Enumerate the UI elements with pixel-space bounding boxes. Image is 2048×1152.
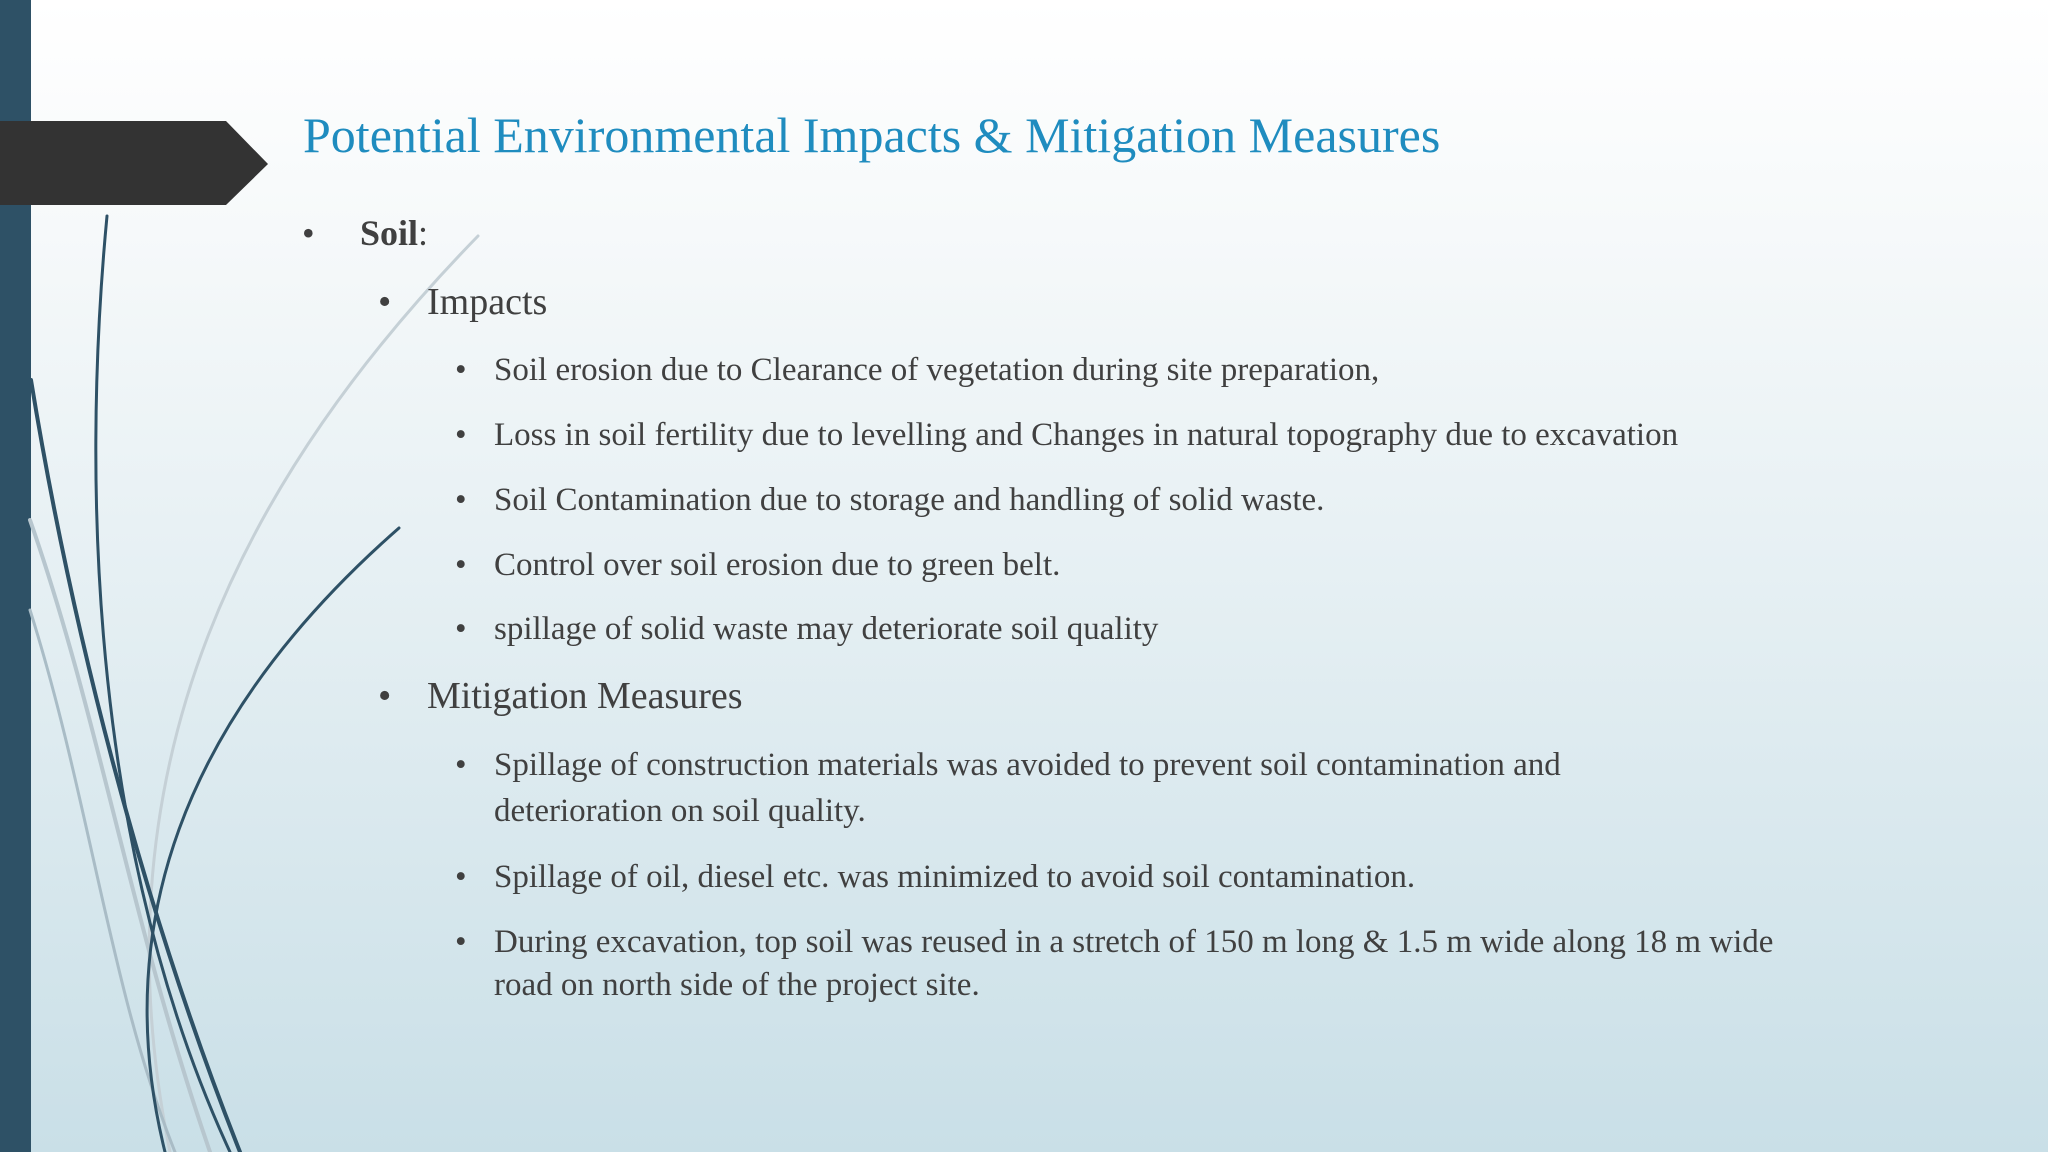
list-item-soil [360,211,428,255]
mitigation-item-1-line-1: Spillage of construction materials was avoided to prevent soil contamination and [494,747,1561,783]
mitigation-item-3-line-2: road on north side of the project site. [494,967,980,1003]
bullet-mitigation: • [378,675,392,717]
mitigation-item-1-line-2: deterioration on soil quality. [494,793,866,829]
mitigation-item-3-line-1: During excavation, top soil was reused in a stretch of 150 m long & 1.5 m wide along 18 m wide [494,924,1774,960]
impacts-heading: Impacts [427,281,548,323]
impact-item-4: Control over soil erosion due to green belt. [494,547,1061,583]
bullet-mitigation-2: • [455,859,467,895]
bullet-impact-5: • [455,611,467,647]
mitigation-heading: Mitigation Measures [427,675,743,717]
bullet-mitigation-1: • [455,747,467,783]
bullet-soil: • [302,213,315,253]
soil-label: Soil [360,213,419,253]
impact-item-3: Soil Contamination due to storage and handling of solid waste. [494,482,1325,518]
slide-title: Potential Environmental Impacts & Mitigation Measures [303,107,1441,163]
bullet-impact-4: • [455,547,467,583]
bullet-impact-1: • [455,352,467,388]
impact-item-2: Loss in soil fertility due to levelling and Changes in natural topography due to excavation [494,417,1679,453]
impact-item-1: Soil erosion due to Clearance of vegetation during site preparation, [494,352,1380,388]
bullet-mitigation-3: • [455,924,467,960]
mitigation-item-2: Spillage of oil, diesel etc. was minimized to avoid soil contamination. [494,859,1416,895]
bullet-impacts: • [378,281,392,323]
impact-item-5: spillage of solid waste may deteriorate soil quality [494,611,1159,647]
soil-colon: : [418,213,429,253]
bullet-impact-2: • [455,417,467,453]
bullet-impact-3: • [455,482,467,518]
